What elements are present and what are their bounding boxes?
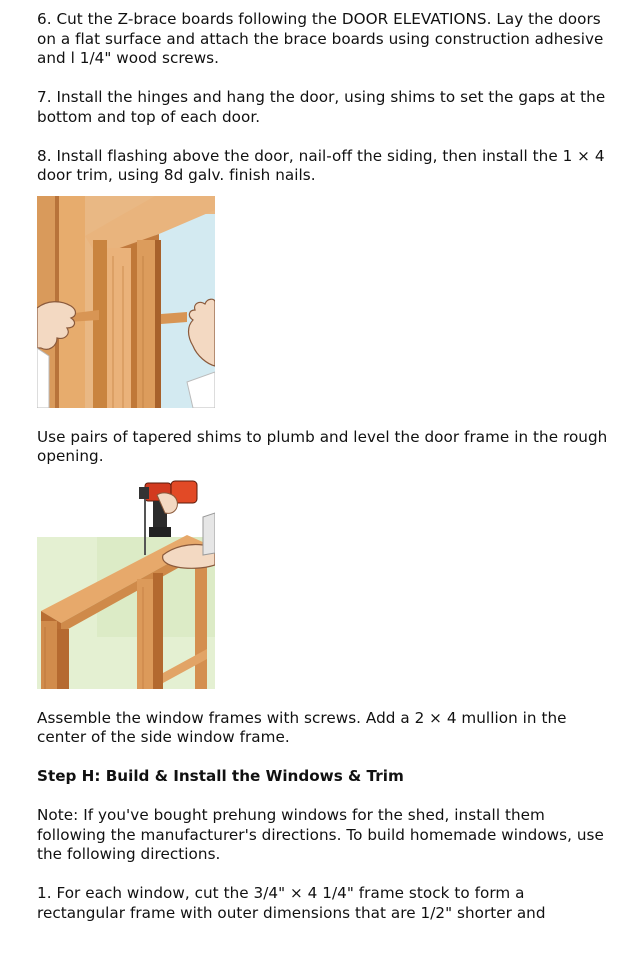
step-8-text: 8. Install flashing above the door, nail-off the siding, then install the 1 × 4 door trim, using 8d galv. finish nails. (37, 146, 605, 184)
step-h-heading: Step H: Build & Install the Windows & Trim (37, 767, 404, 785)
caption-shims: Use pairs of tapered shims to plumb and level the door frame in the rough opening. (37, 427, 608, 465)
note-text: Note: If you've bought prehung windows for the shed, install them following the manufacturer's directions. To build homemade windows, use the following directions. (37, 806, 604, 863)
step-7-text: 7. Install the hinges and hang the door, using shims to set the gaps at the bottom and top of each door. (37, 88, 606, 126)
step-6-text: 6. Cut the Z-brace boards following the DOOR ELEVATIONS. Lay the doors on a flat surface and attach the brace boards using construction adhesive and l 1/4" wood screws. (37, 10, 604, 67)
door-frame-illustration (37, 196, 215, 408)
step-1-text: 1. For each window, cut the 3/4" × 4 1/4" frame stock to form a rectangular frame with outer dimensions that are 1/2" shorter and (37, 884, 546, 922)
page-content (37, 10, 609, 923)
caption-window-frames: Assemble the window frames with screws. Add a 2 × 4 mullion in the center of the side window frame. (37, 708, 567, 746)
window-frame-illustration (37, 477, 215, 689)
